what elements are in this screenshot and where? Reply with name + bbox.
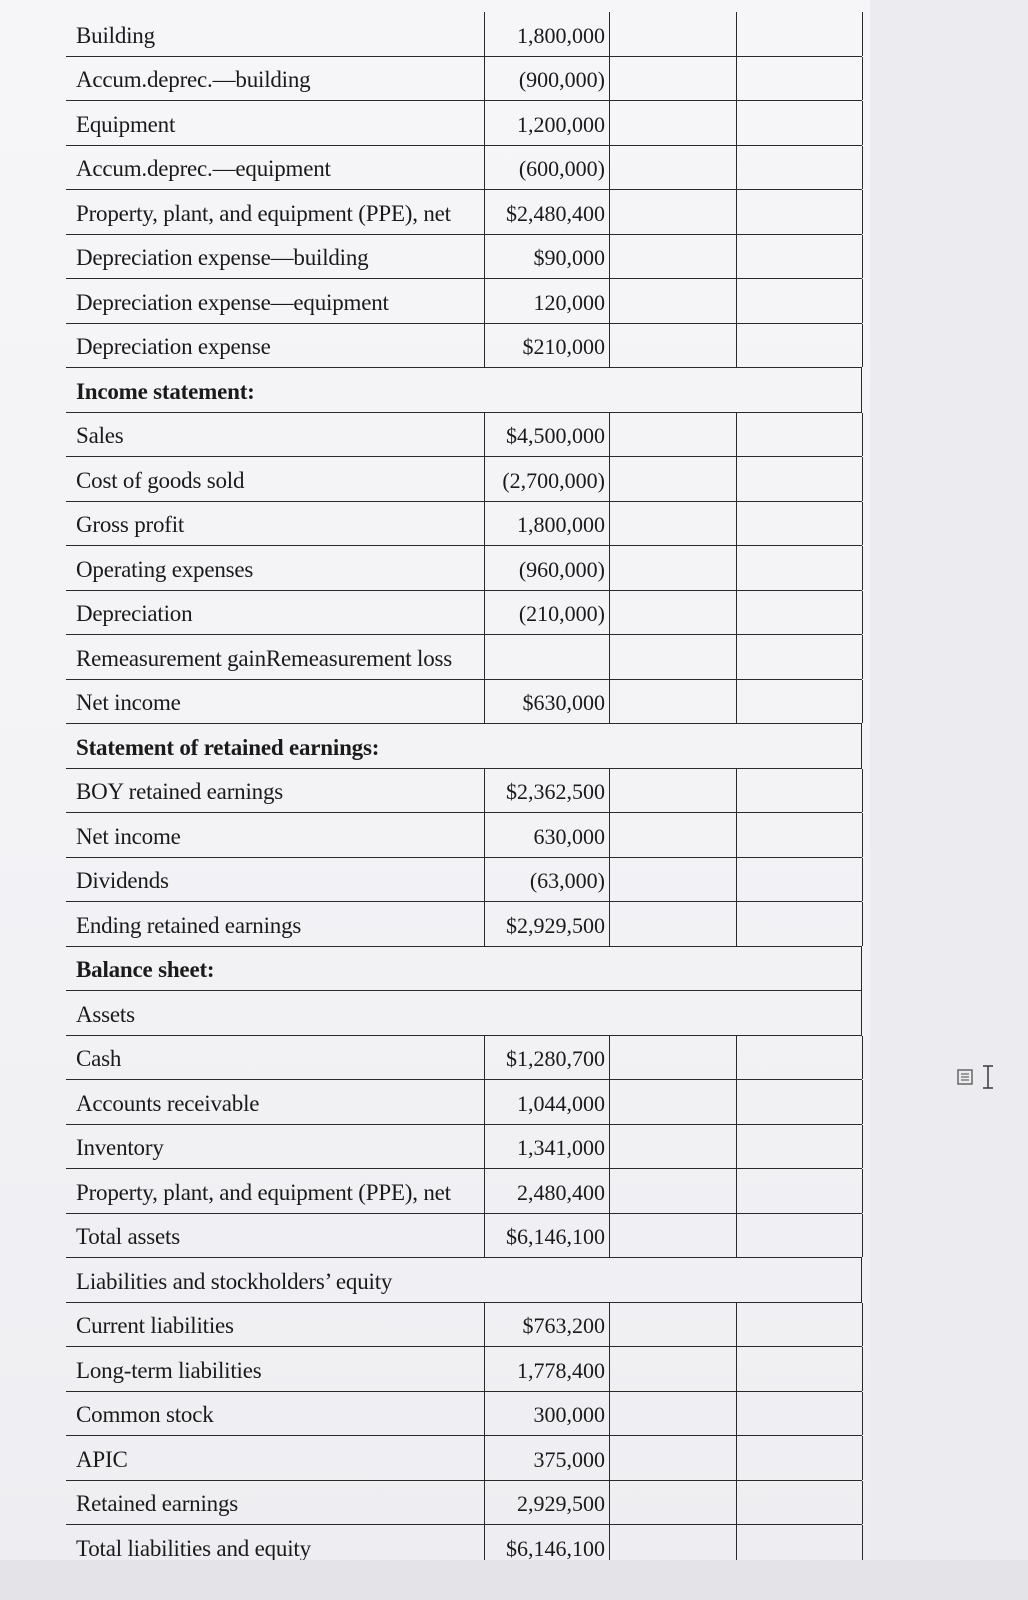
empty-cell[interactable] (608, 279, 737, 323)
empty-cell[interactable] (736, 12, 863, 56)
bottom-strip (0, 1560, 1028, 1600)
row-label: Net income (76, 823, 181, 849)
amount-value: 1,800,000 (517, 512, 605, 537)
amount-cell[interactable] (484, 1080, 610, 1124)
financial-worksheet-table (66, 12, 862, 1570)
row-label: APIC (76, 1446, 128, 1472)
table-row (66, 12, 862, 57)
empty-cell[interactable] (736, 858, 863, 902)
empty-cell[interactable] (608, 546, 737, 590)
amount-cell[interactable] (484, 591, 610, 635)
empty-cell[interactable] (608, 591, 737, 635)
table-row (66, 635, 862, 680)
empty-cell[interactable] (736, 1169, 863, 1213)
table-row (66, 769, 862, 814)
amount-cell[interactable] (484, 546, 610, 590)
empty-cell[interactable] (608, 1303, 737, 1347)
amount-value: $6,146,100 (506, 1535, 605, 1561)
empty-cell[interactable] (736, 591, 863, 635)
empty-cell[interactable] (608, 413, 737, 457)
amount-value: (960,000) (518, 556, 605, 582)
table-row (66, 546, 862, 591)
section-header-row (66, 368, 862, 413)
empty-cell[interactable] (608, 146, 737, 190)
empty-cell[interactable] (608, 1036, 737, 1080)
amount-cell[interactable] (484, 858, 610, 902)
empty-cell[interactable] (736, 1303, 863, 1347)
amount-value: 1,044,000 (517, 1090, 605, 1116)
amount-value: $210,000 (522, 334, 605, 359)
amount-value: (600,000) (518, 156, 605, 181)
row-label: Statement of retained earnings: (76, 734, 380, 760)
amount-cell[interactable] (484, 457, 610, 501)
amount-cell[interactable] (484, 1036, 610, 1080)
amount-cell[interactable] (484, 769, 610, 813)
table-row (66, 1481, 862, 1526)
section-header-row (66, 947, 862, 992)
empty-cell[interactable] (608, 1481, 737, 1525)
amount-value: $630,000 (522, 690, 605, 715)
table-row (66, 813, 862, 858)
empty-cell[interactable] (608, 813, 737, 857)
row-label: Assets (76, 1001, 135, 1027)
amount-value: 1,778,400 (517, 1357, 605, 1383)
empty-cell[interactable] (608, 769, 737, 813)
table-row (66, 1169, 862, 1214)
table-row (66, 324, 862, 369)
empty-cell[interactable] (736, 813, 863, 857)
empty-cell[interactable] (736, 1080, 863, 1124)
row-label: Balance sheet: (76, 957, 215, 982)
amount-cell[interactable] (484, 190, 610, 234)
amount-cell[interactable] (484, 813, 610, 857)
row-label: Cost of goods sold (76, 467, 245, 493)
amount-value: 120,000 (533, 289, 605, 315)
amount-value: $90,000 (533, 245, 605, 270)
empty-cell[interactable] (736, 190, 863, 234)
row-label: Inventory (76, 1135, 164, 1160)
table-row (66, 457, 862, 502)
amount-value: $2,480,400 (506, 200, 605, 226)
empty-cell[interactable] (736, 279, 863, 323)
row-label: Gross profit (76, 512, 185, 537)
amount-value: 1,800,000 (517, 22, 605, 48)
amount-cell[interactable] (484, 1303, 610, 1347)
empty-cell[interactable] (736, 324, 863, 368)
row-label: Operating expenses (76, 556, 254, 582)
empty-cell[interactable] (736, 235, 863, 279)
empty-cell[interactable] (736, 1392, 863, 1436)
row-label: Depreciation expense—building (76, 245, 369, 270)
row-label: Sales (76, 423, 124, 448)
amount-cell[interactable] (484, 324, 610, 368)
empty-cell[interactable] (608, 902, 737, 946)
row-label: Accounts receivable (76, 1090, 260, 1116)
amount-value: (2,700,000) (502, 467, 605, 493)
section-header-row (66, 724, 862, 769)
row-label: Accum.deprec.—equipment (76, 156, 331, 181)
amount-value: $2,362,500 (506, 779, 605, 804)
empty-cell[interactable] (608, 1347, 737, 1391)
amount-value: (210,000) (518, 601, 605, 626)
empty-cell[interactable] (736, 413, 863, 457)
row-label: Long-term liabilities (76, 1357, 262, 1383)
empty-cell[interactable] (736, 769, 863, 813)
empty-cell[interactable] (608, 1080, 737, 1124)
amount-cell[interactable] (484, 1481, 610, 1525)
empty-cell[interactable] (608, 635, 737, 679)
table-row (66, 1080, 862, 1125)
amount-cell[interactable] (484, 1347, 610, 1391)
row-label: Accum.deprec.—building (76, 67, 311, 92)
amount-cell[interactable] (484, 680, 610, 724)
empty-cell[interactable] (608, 1125, 737, 1169)
amount-cell[interactable] (484, 101, 610, 145)
row-label: Property, plant, and equipment (PPE), net (76, 200, 451, 226)
row-label: Liabilities and stockholders’ equity (76, 1268, 393, 1294)
table-row (66, 502, 862, 547)
table-row (66, 1436, 862, 1481)
amount-value: 630,000 (533, 823, 605, 849)
row-label: Current liabilities (76, 1313, 234, 1338)
table-row (66, 1125, 862, 1170)
row-label: Cash (76, 1046, 122, 1071)
row-label: Remeasurement gainRemeasurement loss (76, 645, 453, 671)
amount-cell[interactable] (484, 635, 610, 679)
empty-cell[interactable] (608, 235, 737, 279)
row-label: Retained earnings (76, 1491, 239, 1516)
amount-value: 2,929,500 (517, 1491, 605, 1516)
table-row (66, 101, 862, 146)
table-row (66, 902, 862, 947)
row-label: Ending retained earnings (76, 912, 302, 938)
section-header-row (66, 1258, 862, 1303)
amount-value: (900,000) (518, 67, 605, 92)
right-margin (870, 0, 1028, 1600)
section-header-row (66, 991, 862, 1036)
row-label: Common stock (76, 1402, 214, 1427)
amount-cell[interactable] (484, 1214, 610, 1258)
empty-cell[interactable] (736, 680, 863, 724)
empty-cell[interactable] (608, 1392, 737, 1436)
row-label: Depreciation expense—equipment (76, 289, 389, 315)
empty-cell[interactable] (736, 146, 863, 190)
empty-cell[interactable] (736, 902, 863, 946)
amount-cell[interactable] (484, 902, 610, 946)
table-row (66, 235, 862, 280)
empty-cell[interactable] (608, 12, 737, 56)
amount-value: $6,146,100 (506, 1224, 605, 1249)
row-label: Depreciation expense (76, 334, 271, 359)
amount-cell[interactable] (484, 235, 610, 279)
amount-cell[interactable] (484, 12, 610, 56)
empty-cell[interactable] (608, 1169, 737, 1213)
amount-value: 2,480,400 (517, 1179, 605, 1205)
table-row (66, 858, 862, 903)
empty-cell[interactable] (736, 1436, 863, 1480)
amount-cell[interactable] (484, 1125, 610, 1169)
table-row (66, 680, 862, 725)
table-row (66, 1303, 862, 1348)
empty-cell[interactable] (608, 1436, 737, 1480)
table-row (66, 591, 862, 636)
empty-cell[interactable] (736, 57, 863, 101)
empty-cell[interactable] (608, 324, 737, 368)
amount-value: 375,000 (533, 1446, 605, 1472)
amount-cell[interactable] (484, 502, 610, 546)
row-label: Building (76, 22, 155, 48)
empty-cell[interactable] (608, 101, 737, 145)
empty-cell[interactable] (736, 635, 863, 679)
row-label: Dividends (76, 868, 169, 893)
amount-value: $4,500,000 (506, 423, 605, 448)
table-row (66, 279, 862, 324)
table-row (66, 190, 862, 235)
row-label: Income statement: (76, 378, 255, 404)
text-cursor-icon[interactable] (956, 1062, 1000, 1092)
empty-cell[interactable] (608, 190, 737, 234)
empty-cell[interactable] (736, 1125, 863, 1169)
amount-value: 1,341,000 (517, 1135, 605, 1160)
empty-cell[interactable] (736, 1481, 863, 1525)
table-row (66, 1036, 862, 1081)
table-row (66, 57, 862, 102)
amount-value: $2,929,500 (506, 912, 605, 938)
empty-cell[interactable] (608, 502, 737, 546)
amount-cell[interactable] (484, 413, 610, 457)
empty-cell[interactable] (608, 457, 737, 501)
row-label: BOY retained earnings (76, 779, 283, 804)
empty-cell[interactable] (736, 1036, 863, 1080)
amount-cell[interactable] (484, 279, 610, 323)
table-row (66, 146, 862, 191)
empty-cell[interactable] (736, 1347, 863, 1391)
empty-cell[interactable] (736, 502, 863, 546)
amount-value: (63,000) (529, 868, 605, 893)
amount-value: 1,200,000 (517, 111, 605, 137)
empty-cell[interactable] (608, 57, 737, 101)
empty-cell[interactable] (736, 546, 863, 590)
empty-cell[interactable] (736, 1214, 863, 1258)
table-row (66, 1214, 862, 1259)
row-label: Equipment (76, 111, 176, 137)
amount-value: $1,280,700 (506, 1046, 605, 1071)
row-label: Property, plant, and equipment (PPE), net (76, 1179, 451, 1205)
amount-value: 300,000 (533, 1402, 605, 1427)
row-label: Total assets (76, 1224, 180, 1249)
empty-cell[interactable] (736, 457, 863, 501)
row-label: Depreciation (76, 601, 193, 626)
amount-value: $763,200 (522, 1313, 605, 1338)
amount-cell[interactable] (484, 1436, 610, 1480)
table-row (66, 1392, 862, 1437)
amount-cell[interactable] (484, 57, 610, 101)
empty-cell[interactable] (608, 1214, 737, 1258)
row-label: Net income (76, 690, 181, 715)
empty-cell[interactable] (608, 858, 737, 902)
amount-cell[interactable] (484, 1169, 610, 1213)
empty-cell[interactable] (736, 101, 863, 145)
row-label: Total liabilities and equity (76, 1535, 311, 1561)
table-row (66, 413, 862, 458)
empty-cell[interactable] (608, 680, 737, 724)
amount-cell[interactable] (484, 1392, 610, 1436)
amount-cell[interactable] (484, 146, 610, 190)
table-row (66, 1347, 862, 1392)
